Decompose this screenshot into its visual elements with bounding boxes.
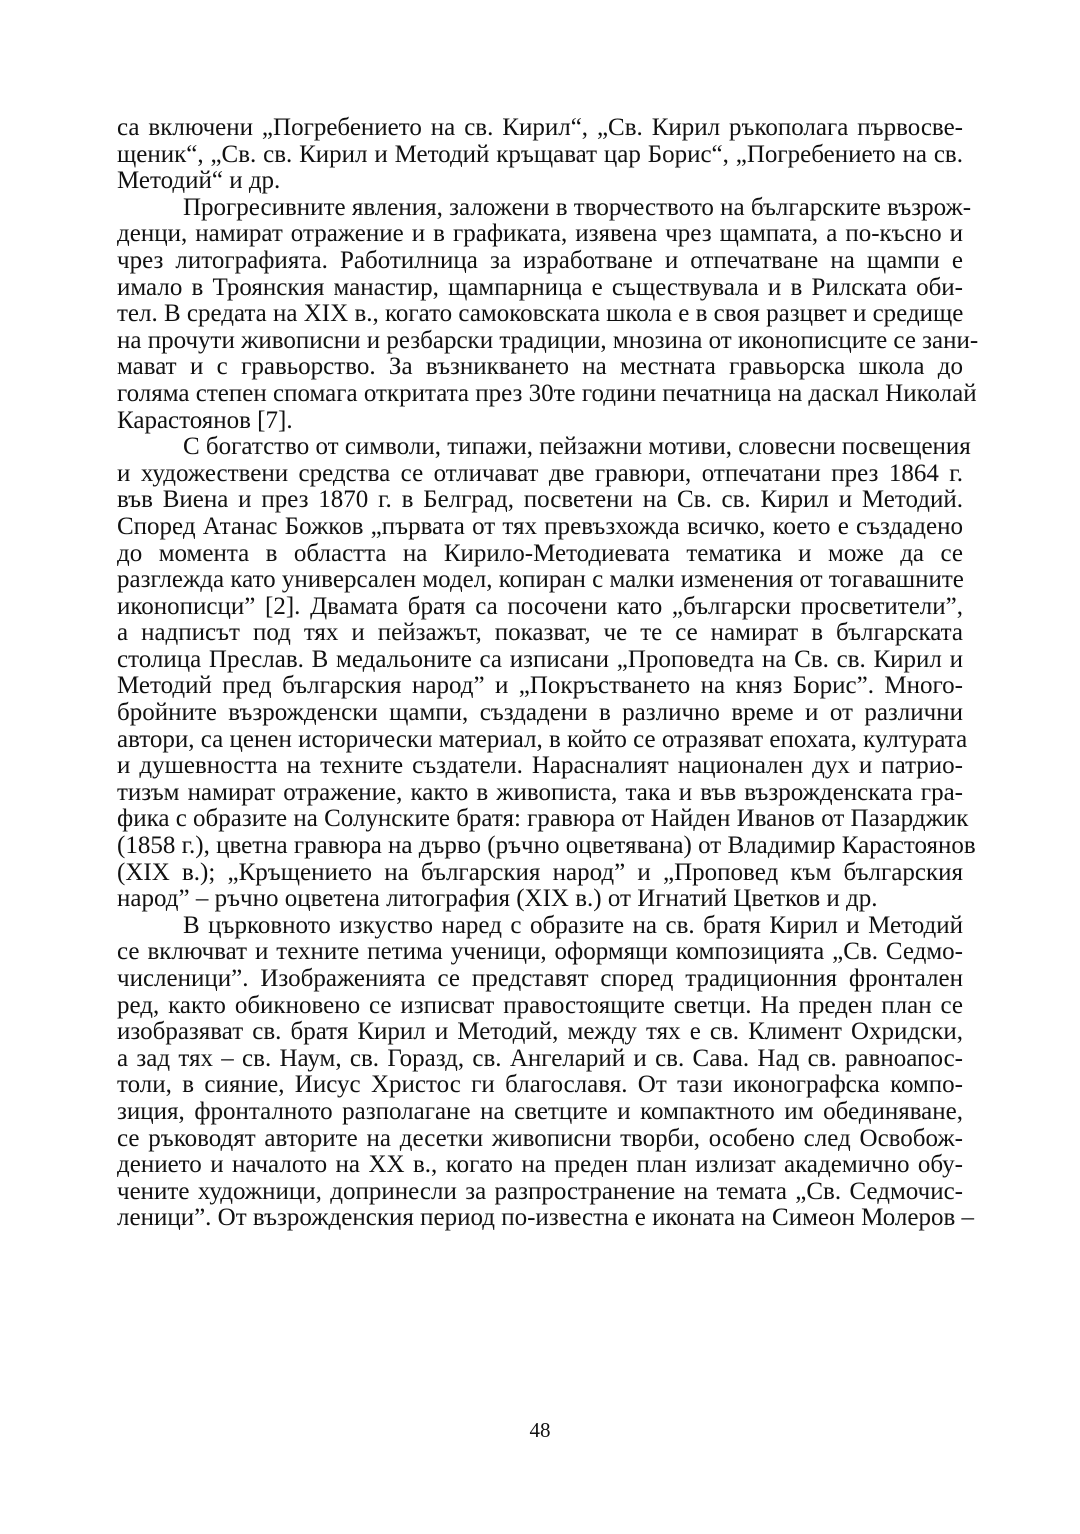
text-line: имало в Троянския манастир, щампарница е съществувала и в Рилската оби- [117,273,963,301]
text-line: иконописци” [2]. Двамата братя са посочени като „български просветители”, [117,592,963,620]
text-line: чените художници, допринесли за разпространение на темата „Св. Седмочис- [117,1177,963,1205]
text-line: във Виена и през 1870 г. в Белград, посветени на Св. св. Кирил и Методий. [117,486,963,514]
text-line: тел. В средата на XIX в., когато самоковската школа е в своя разцвет и средище [117,300,964,328]
text-line: численици”. Изображенията се представят според традиционния фронтален [117,965,963,992]
text-line: Карастоянов [7]. [117,406,293,434]
text-line: денци, намират отражение и в графиката, изявена чрез щампата, а по-късно и [117,220,963,248]
text-line: зиция, фронталното разполагане на светците и компактното им обединяване, [117,1097,963,1125]
text-line: са включени „Погребението на св. Кирил“, „Св. Кирил ръкополага първосве- [117,114,963,141]
text-line: ред, както обикновено се изписват правостоящите светци. На преден план се [117,991,963,1019]
text-line: дението и началото на XX в., когато на преден план излизат академично обу- [117,1151,963,1179]
text-line: тизъм намират отражение, както в живописта, така и във възрожденската гра- [117,778,963,806]
text-line: Според Атанас Божков „първата от тях превъзхожда всичко, което е създадено [117,512,963,540]
text-line: мават и с гравьорство. За възникването на местната гравьорска школа до [117,353,963,381]
text-line: до момента в областта на Кирило-Методиевата тематика и може да се [117,539,963,567]
text-line: а надписът под тях и пейзажът, показват, че те се намират в българската [117,619,963,647]
text-line: народ” – ръчно оцветена литография (XIX в.) от Игнатий Цветков и др. [117,885,878,913]
page-number: 48 [529,1418,551,1442]
text-line: леници”. От възрожденския период по-известна е иконата на Симеон Молеров – [117,1204,975,1232]
text-line: (XIX в.); „Кръщението на българския народ” и „Проповед към българския [117,858,963,886]
text-line: фика с образите на Солунските братя: гравюра от Найден Иванов от Пазарджик [117,805,969,833]
text-line: се ръководят авторите на десетки живописни творби, особено след Освобож- [117,1124,963,1152]
text-line: на прочути живописни и резбарски традиции, мнозина от иконописците се зани- [117,326,979,354]
text-line: голяма степен спомага откритата през 30те години печатница на даскал Николай [117,379,977,407]
text-line: бройните възрожденски щампи, създадени в различно време и от различни [117,699,963,727]
text-line: се включват и техните петима ученици, оформящи композицията „Св. Седмо- [117,938,963,966]
text-line: толи, в сияние, Иисус Христос ги благославя. От тази иконографска компо- [117,1071,963,1099]
text-line: разглежда като универсален модел, копиран с малки изменения от тогавашните [117,566,964,594]
text-line: автори, са ценен исторически материал, в който се отразяват епохата, културата [117,725,968,753]
body-text [117,114,979,1232]
text-line: а зад тях – св. Наум, св. Горазд, св. Ангеларий и св. Сава. Над св. равноапос- [117,1044,963,1072]
text-line: (1858 г.), цветна гравюра на дърво (ръчно оцветявана) от Владимир Карастоянов [117,832,976,860]
text-line: столица Преслав. В медальоните са изписани „Проповедта на Св. св. Кирил и [117,645,963,673]
text-line: Прогресивните явления, заложени в творчеството на българските възрож- [183,193,972,221]
text-line: и душевността на техните създатели. Нарасналият национален дух и патрио- [117,752,963,780]
text-line: и художествени средства се отличават две гравюри, отпечатани през 1864 г. [117,459,963,487]
text-line: С богатство от символи, типажи, пейзажни мотиви, словесни посвещения [183,433,971,461]
text-line: Методий пред българския народ” и „Покръстването на княз Борис”. Много- [117,672,963,700]
text-line: щеник“, „Св. св. Кирил и Методий кръщават цар Борис“, „Погребението на св. [117,140,963,168]
text-line: изобразяват св. братя Кирил и Методий, между тях е св. Климент Охридски, [117,1018,963,1046]
text-line: В църковното изкуство наред с образите на св. братя Кирил и Методий [183,911,963,939]
text-line: Методий“ и др. [117,167,281,195]
text-line: чрез литографията. Работилница за изработване и отпечатване на щампи е [117,246,963,274]
